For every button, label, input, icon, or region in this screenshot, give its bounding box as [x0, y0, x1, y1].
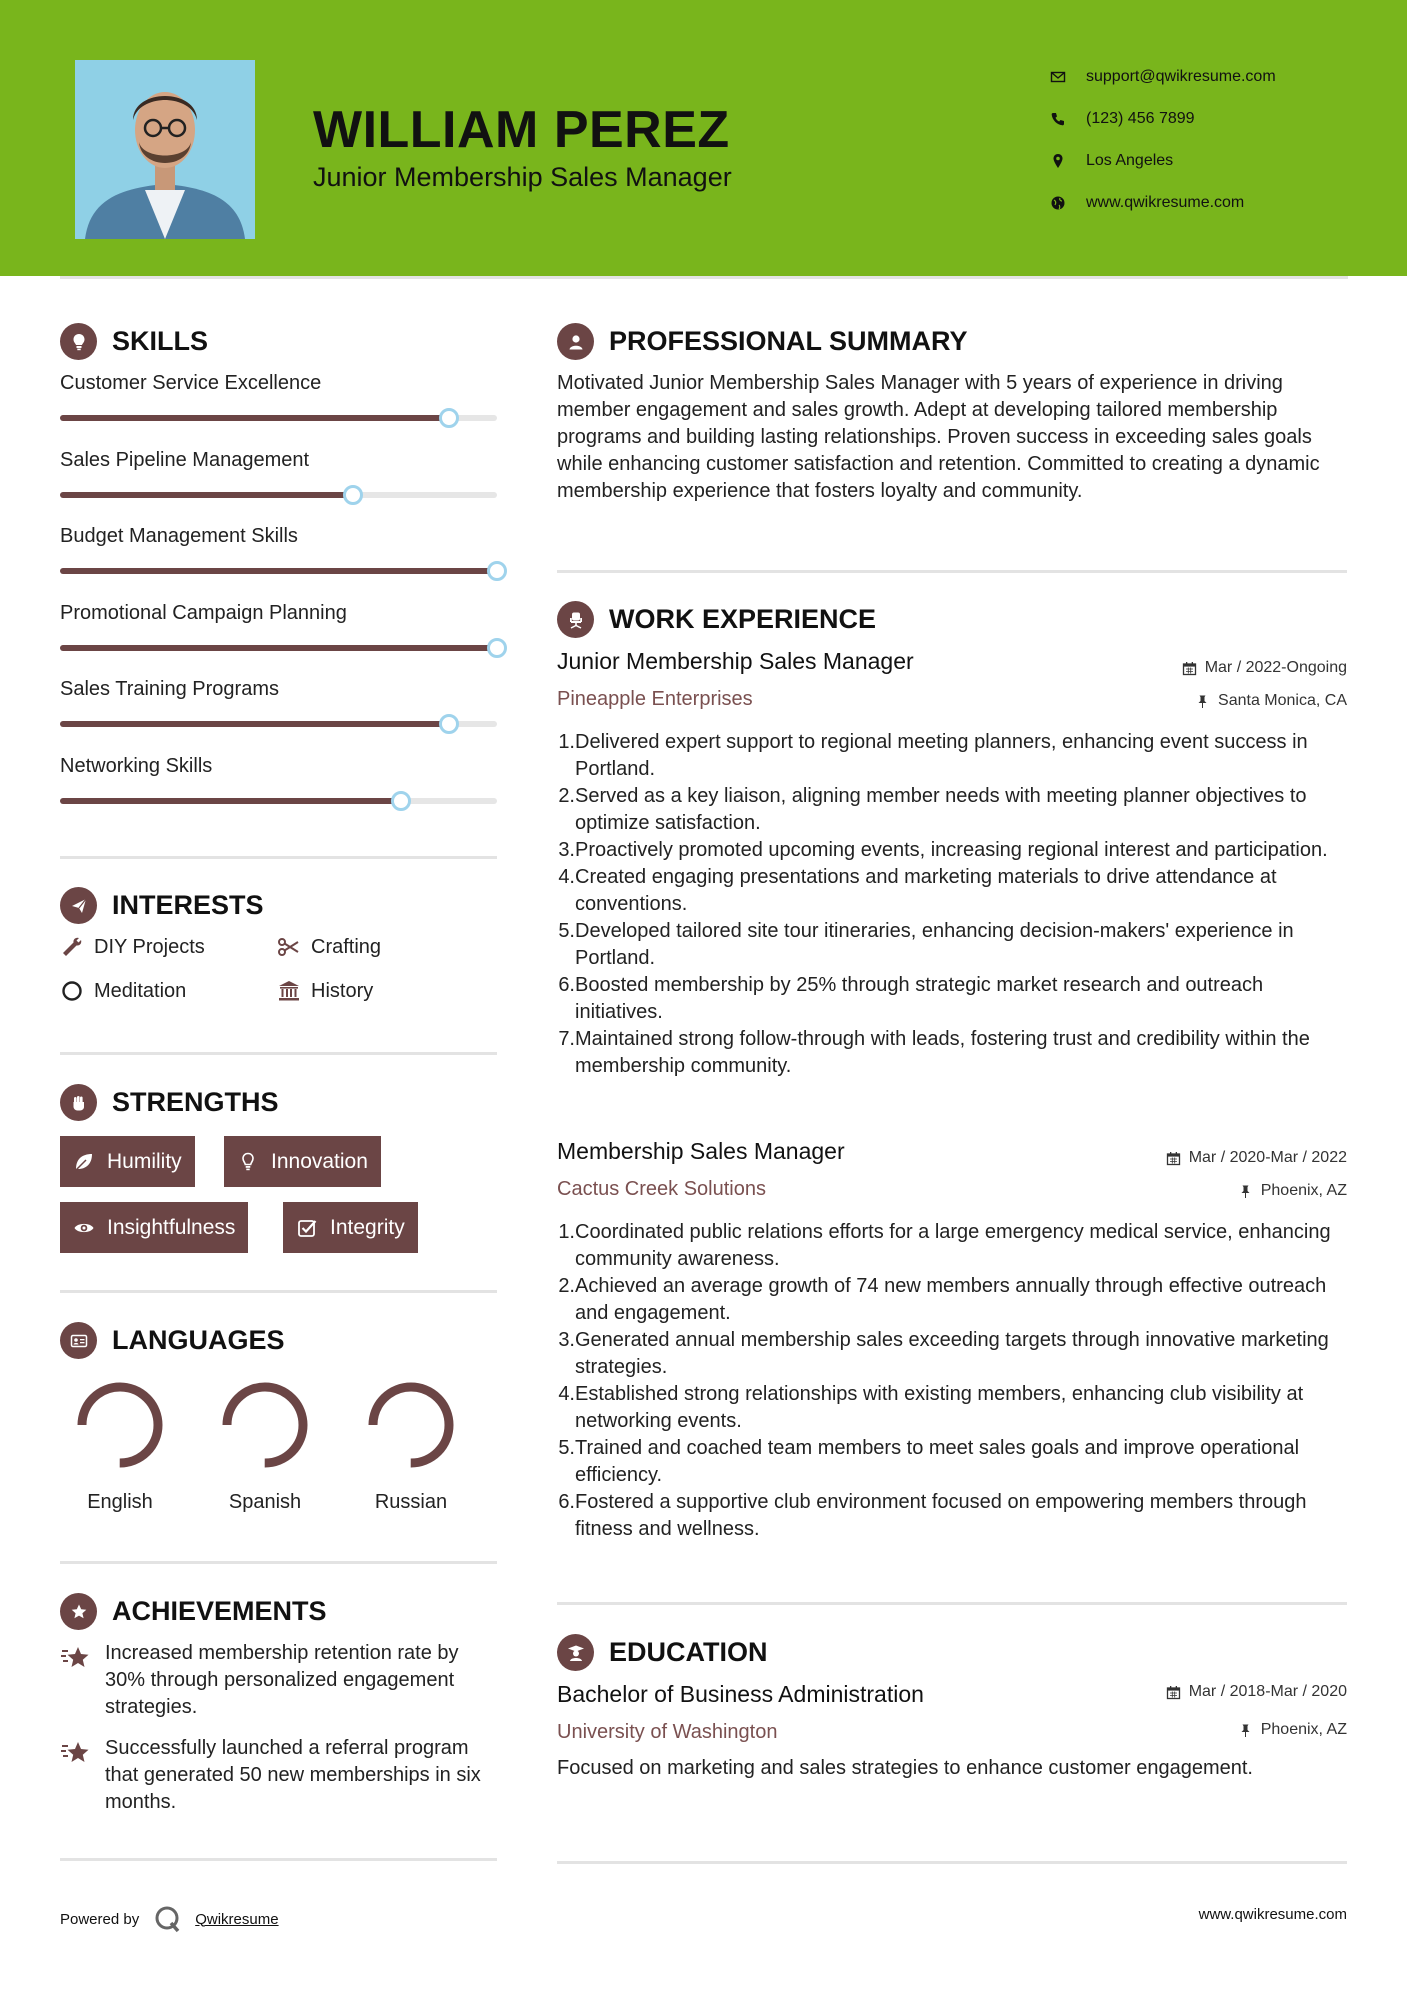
skill-item: [60, 449, 497, 498]
user-icon: [557, 323, 594, 360]
job-bullet: [557, 1327, 1347, 1381]
bullet-text: Proactively promoted upcoming events, increasing regional interest and participation.: [575, 839, 1328, 861]
achievement-item: [60, 1640, 500, 1721]
job-company: Cactus Creek Solutions: [557, 1178, 766, 1200]
candidate-title: Junior Membership Sales Manager: [313, 162, 732, 192]
language-level-arc: [82, 1387, 158, 1463]
bullet-text: Created engaging presentations and marketing materials to drive attendance at conventions.: [575, 866, 1277, 915]
education-title: EDUCATION: [609, 1637, 768, 1667]
strength-label: Innovation: [271, 1149, 368, 1173]
skill-name: Networking Skills: [60, 754, 213, 777]
achievement-text: Increased membership retention rate by 30% through personalized engagement strategies.: [105, 1642, 459, 1718]
language-name: Russian: [374, 1491, 448, 1513]
skill-item: [60, 755, 497, 804]
education-heading: [557, 1634, 768, 1671]
strength-label: Insightfulness: [107, 1215, 236, 1239]
job-location: [1195, 692, 1347, 710]
bullet-text: Served as a key liaison, aligning member needs with meeting planner objectives to optimize satisfaction.: [575, 785, 1307, 834]
bullet-number: 3.: [558, 1329, 575, 1351]
pushpin-icon: [1195, 694, 1210, 709]
achievements-title: ACHIEVEMENTS: [112, 1596, 327, 1626]
interests-heading: [60, 887, 264, 924]
job-dates-text: Mar / 2022-Ongoing: [1204, 659, 1347, 676]
summary-text: Motivated Junior Membership Sales Manager with 5 years of experience in driving member engagement and sales growth. Adept at developing tailored membership programs and building lasting relationships. Proven success in exceeding sales goals while enhancing customer satisfaction and retention. Committed to creating a dynamic membership experience that fosters loyalty and community.: [557, 372, 1320, 502]
skill-bar-fill: [60, 645, 497, 651]
strength-badge: [283, 1202, 418, 1253]
education-dates: [1166, 1683, 1347, 1701]
skill-item: [60, 372, 497, 421]
language-item: [205, 1375, 325, 1514]
contact-email[interactable]: [1050, 56, 1276, 98]
education-degree: Bachelor of Business Administration: [557, 1681, 924, 1707]
job-title: Membership Sales Manager: [557, 1138, 845, 1164]
bullet-number: 5.: [558, 1437, 575, 1459]
skills-divider: [60, 856, 497, 859]
strength-badge: [60, 1202, 248, 1253]
language-name: English: [87, 1491, 153, 1513]
education-location-text: Phoenix, AZ: [1260, 1721, 1347, 1738]
job-bullet: [557, 864, 1347, 918]
job-title: Junior Membership Sales Manager: [557, 648, 914, 674]
skill-name: Customer Service Excellence: [60, 372, 322, 394]
interest-item: [60, 979, 277, 1003]
strength-badge: [60, 1136, 195, 1187]
fist-icon: [60, 1084, 97, 1121]
language-level-arc: [227, 1387, 303, 1463]
eye-icon: [73, 1217, 95, 1239]
bullet-number: 6.: [558, 974, 575, 996]
strengths-title: STRENGTHS: [112, 1087, 279, 1117]
experience-title: WORK EXPERIENCE: [609, 604, 877, 634]
scissors-icon: [277, 935, 301, 959]
languages-heading: [60, 1322, 285, 1359]
paper-plane-icon: [60, 887, 97, 924]
star-badge-icon: [60, 1593, 97, 1630]
achievement-item: [60, 1735, 500, 1816]
skill-item: [60, 678, 497, 727]
language-level-ring: [215, 1375, 315, 1475]
summary-heading: [557, 323, 968, 360]
interests-divider: [60, 1052, 497, 1055]
bullet-number: 6.: [558, 1491, 575, 1513]
language-item: [351, 1375, 471, 1514]
skill-bar-knob: [343, 485, 363, 505]
interest-item: [277, 979, 500, 1003]
bullet-text: Trained and coached team members to meet sales goals and improve operational efficiency.: [575, 1437, 1300, 1486]
candidate-name: WILLIAM PEREZ: [313, 101, 730, 159]
bullet-number: 2.: [558, 1275, 575, 1297]
graduate-icon: [557, 1634, 594, 1671]
bullet-text: Developed tailored site tour itineraries, enhancing decision-makers' experience in Portland.: [575, 920, 1294, 969]
language-level-ring: [361, 1375, 461, 1475]
skill-bar-knob: [439, 714, 459, 734]
calendar-icon: [1166, 1685, 1181, 1700]
job-bullet: [557, 1489, 1347, 1543]
museum-icon: [277, 979, 301, 1003]
experience-divider: [557, 1602, 1347, 1605]
lightbulb-icon: [60, 323, 97, 360]
interest-label: History: [311, 979, 374, 1002]
phone-icon: [1050, 111, 1066, 127]
skill-bar: [60, 721, 497, 727]
lightbulb-icon: [237, 1151, 259, 1173]
skill-bar-knob: [439, 408, 459, 428]
bullet-text: Generated annual membership sales exceeding targets through innovative marketing strategies.: [575, 1329, 1329, 1378]
languages-title: LANGUAGES: [112, 1325, 285, 1355]
bullet-text: Maintained strong follow-through with leads, fostering trust and credibility within the membership community.: [575, 1028, 1310, 1077]
achievements-divider: [60, 1858, 497, 1861]
bullet-number: 7.: [558, 1028, 575, 1050]
education-description: Focused on marketing and sales strategies to enhance customer engagement.: [557, 1757, 1253, 1779]
bullet-text: Boosted membership by 25% through strategic market research and outreach initiatives.: [575, 974, 1264, 1023]
bullet-text: Delivered expert support to regional meeting planners, enhancing event success in Portland.: [575, 731, 1308, 780]
skill-name: Budget Management Skills: [60, 525, 298, 547]
bullet-number: 1.: [558, 1221, 575, 1243]
bullet-text: Coordinated public relations efforts for a large emergency medical service, enhancing community awareness.: [575, 1221, 1331, 1270]
skill-bar-knob: [391, 791, 411, 811]
job-bullet: [557, 1435, 1347, 1489]
bullet-number: 2.: [558, 785, 575, 807]
summary-title: PROFESSIONAL SUMMARY: [609, 326, 968, 356]
contact-website-text: www.qwikresume.com: [1086, 194, 1245, 211]
envelope-icon: [1050, 69, 1066, 85]
skill-bar-fill: [60, 415, 449, 421]
achievements-heading: [60, 1593, 327, 1630]
bullet-text: Fostered a supportive club environment focused on empowering members through fitness and wellness.: [575, 1491, 1307, 1540]
pushpin-icon: [1238, 1184, 1253, 1199]
bullet-number: 3.: [558, 839, 575, 861]
pushpin-icon: [1238, 1723, 1253, 1738]
interest-item: [60, 935, 277, 959]
skill-bar: [60, 568, 497, 574]
strength-label: Integrity: [330, 1215, 405, 1239]
check-square-icon: [296, 1217, 318, 1239]
job-bullet: [557, 1026, 1347, 1080]
job-location-text: Santa Monica, CA: [1218, 692, 1347, 709]
skill-bar-knob: [487, 638, 507, 658]
leaf-icon: [73, 1151, 95, 1173]
footer-url[interactable]: www.qwikresume.com: [1198, 1906, 1347, 1923]
skill-bar: [60, 415, 497, 421]
job-bullets: [557, 1219, 1347, 1543]
qwikresume-link[interactable]: Qwikresume: [195, 1910, 279, 1928]
office-chair-icon: [557, 601, 594, 638]
interest-label: Crafting: [311, 935, 382, 958]
skills-heading: [60, 323, 208, 360]
job-bullet: [557, 1381, 1347, 1435]
qwikresume-logo-icon: [153, 1904, 183, 1934]
interests-list: [60, 935, 500, 1003]
profile-photo: [75, 60, 255, 239]
header-banner: [0, 0, 1407, 276]
job-location-text: Phoenix, AZ: [1260, 1182, 1347, 1199]
skill-bar-fill: [60, 568, 497, 574]
job-bullet: [557, 1273, 1347, 1327]
education-divider: [557, 1861, 1347, 1864]
skill-bar-fill: [60, 721, 449, 727]
skill-name: Promotional Campaign Planning: [60, 601, 347, 624]
language-level-arc: [373, 1387, 449, 1463]
interest-label: DIY Projects: [94, 935, 205, 958]
interest-label: Meditation: [94, 979, 187, 1002]
language-name: Spanish: [228, 1491, 302, 1513]
wrench-icon: [60, 935, 84, 959]
bullet-text: Achieved an average growth of 74 new members annually through effective outreach and engagement.: [575, 1275, 1327, 1324]
job-dates: [1182, 659, 1347, 677]
skill-bar-fill: [60, 492, 353, 498]
skill-bar: [60, 645, 497, 651]
job-dates-text: Mar / 2020-Mar / 2022: [1188, 1149, 1347, 1166]
skill-item: [60, 525, 497, 574]
job-bullet: [557, 972, 1347, 1026]
education-dates-text: Mar / 2018-Mar / 2020: [1188, 1683, 1347, 1700]
contact-website[interactable]: [1050, 182, 1276, 224]
experience-heading: [557, 601, 876, 638]
circle-icon: [60, 979, 84, 1003]
contact-phone[interactable]: [1050, 98, 1276, 140]
contact-location-text: Los Angeles: [1086, 152, 1174, 169]
skill-name: Sales Pipeline Management: [60, 448, 310, 471]
contact-email-text: support@qwikresume.com: [1086, 68, 1276, 85]
bullet-text: Established strong relationships with existing members, enhancing club visibility at networking events.: [575, 1383, 1304, 1432]
interests-title: INTERESTS: [112, 890, 264, 920]
interest-item: [277, 935, 500, 959]
skill-item: [60, 602, 497, 651]
language-item: [60, 1375, 180, 1514]
strengths-heading: [60, 1084, 279, 1121]
header-divider: [60, 276, 1348, 279]
skill-bar-knob: [487, 561, 507, 581]
job-bullet: [557, 1219, 1347, 1273]
job-company: Pineapple Enterprises: [557, 688, 753, 710]
skill-name: Sales Training Programs: [60, 678, 279, 700]
education-location: [1238, 1721, 1347, 1739]
bullet-number: 4.: [558, 1383, 575, 1405]
bullet-number: 5.: [558, 920, 575, 942]
strength-badge: [224, 1136, 381, 1187]
bullet-number: 1.: [558, 731, 575, 753]
globe-icon: [1050, 195, 1066, 211]
job-bullet: [557, 729, 1347, 783]
contact-phone-text: (123) 456 7899: [1086, 110, 1195, 127]
skill-bar: [60, 492, 497, 498]
achievement-text: Successfully launched a referral program that generated 50 new memberships in six months.: [105, 1737, 481, 1813]
calendar-icon: [1166, 1151, 1181, 1166]
job-bullet: [557, 783, 1347, 837]
footer-powered-by: [60, 1904, 279, 1934]
star-icon: [60, 1737, 92, 1769]
education-school: University of Washington: [557, 1721, 778, 1743]
calendar-icon: [1182, 661, 1197, 676]
job-bullet: [557, 837, 1347, 864]
skills-title: SKILLS: [112, 326, 209, 356]
id-card-icon: [60, 1322, 97, 1359]
language-level-ring: [70, 1375, 170, 1475]
job-bullet: [557, 918, 1347, 972]
strength-label: Humility: [107, 1149, 182, 1173]
job-bullets: [557, 729, 1347, 1080]
job-location: [1238, 1182, 1347, 1200]
skill-bar-fill: [60, 798, 401, 804]
contact-info: [1050, 56, 1276, 224]
strengths-divider: [60, 1290, 497, 1293]
summary-divider: [557, 570, 1347, 573]
languages-divider: [60, 1561, 497, 1564]
job-dates: [1166, 1149, 1347, 1167]
skill-bar: [60, 798, 497, 804]
map-pin-icon: [1050, 153, 1066, 169]
star-icon: [60, 1642, 92, 1674]
powered-by-text: Powered by: [60, 1910, 140, 1928]
contact-location: [1050, 140, 1276, 182]
bullet-number: 4.: [558, 866, 575, 888]
